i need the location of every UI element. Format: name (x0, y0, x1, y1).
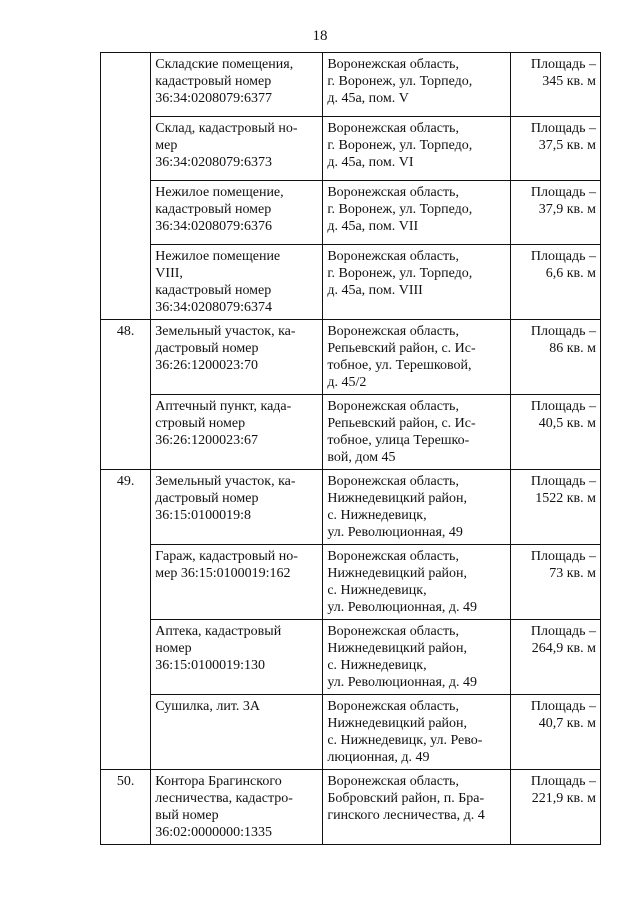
address-cell (323, 695, 511, 770)
row-number-cell: 50. (101, 770, 151, 845)
object-name-cell-line: 36:34:0208079:6376 (155, 219, 272, 234)
object-name-cell-line: VIII, (155, 266, 183, 281)
address-cell-line: д. 45а, пом. VI (327, 155, 414, 170)
address-cell-line: Воронежская область, (327, 399, 459, 414)
object-name-cell-line: 36:26:1200023:67 (155, 433, 258, 448)
address-cell-line: Воронежская область, (327, 774, 459, 789)
area-cell-line: Площадь – (530, 549, 596, 564)
area-cell-line: Площадь – (530, 249, 596, 264)
table-row (101, 320, 601, 395)
object-name-cell-line: Аптека, кадастровый (155, 624, 282, 639)
area-cell (511, 770, 601, 845)
address-cell-line: Репьевский район, с. Ис- (327, 416, 476, 431)
area-cell-line: 221,9 кв. м (531, 791, 596, 806)
address-cell (323, 53, 511, 117)
object-name-cell (151, 53, 323, 117)
object-name-cell-line: Нежилое помещение (155, 249, 281, 264)
address-cell-line: Нижнедевицкий район, (327, 566, 468, 581)
address-cell-line: Воронежская область, (327, 185, 459, 200)
address-cell-line: Бобровский район, п. Бра- (327, 791, 485, 806)
address-cell-line: с. Нижнедевицк, (327, 583, 427, 598)
table-row (101, 181, 601, 245)
address-cell (323, 117, 511, 181)
area-cell-line: 73 кв. м (549, 566, 596, 581)
address-cell-line: ул. Революционная, 49 (327, 525, 463, 540)
object-name-cell-line: вый номер (155, 808, 219, 823)
area-cell-line: Площадь – (530, 624, 596, 639)
table-row (101, 395, 601, 470)
area-cell (511, 620, 601, 695)
row-number-cell (101, 53, 151, 320)
object-name-cell (151, 770, 323, 845)
object-name-cell (151, 181, 323, 245)
address-cell-line: с. Нижнедевицк, ул. Рево- (327, 733, 483, 748)
object-name-cell (151, 695, 323, 770)
address-cell-line: Воронежская область, (327, 699, 459, 714)
address-cell-line: д. 45а, пом. V (327, 91, 409, 106)
area-cell (511, 695, 601, 770)
area-cell-line: 37,5 кв. м (538, 138, 596, 153)
object-name-cell-line: Земельный участок, ка- (155, 324, 296, 339)
object-name-cell-line: дастровый номер (155, 491, 259, 506)
table-row (101, 770, 601, 845)
address-cell-line: тобное, улица Терешко- (327, 433, 470, 448)
object-name-cell (151, 320, 323, 395)
area-cell-line: Площадь – (530, 474, 596, 489)
address-cell (323, 245, 511, 320)
object-name-cell (151, 470, 323, 545)
table-row (101, 117, 601, 181)
object-name-cell-line: лесничества, кадастро- (155, 791, 293, 806)
object-name-cell-line: Складские помещения, (155, 57, 294, 72)
object-name-cell (151, 117, 323, 181)
area-cell-line: 40,7 кв. м (538, 716, 596, 731)
object-name-cell (151, 545, 323, 620)
object-name-cell-line: кадастровый номер (155, 74, 272, 89)
table-row (101, 245, 601, 320)
area-cell-line: 264,9 кв. м (531, 641, 596, 656)
address-cell-line: д. 45а, пом. VII (327, 219, 419, 234)
address-cell-line: Нижнедевицкий район, (327, 491, 468, 506)
address-cell-line: г. Воронеж, ул. Торпедо, (327, 202, 473, 217)
area-cell (511, 53, 601, 117)
address-cell-line: Воронежская область, (327, 474, 459, 489)
object-name-cell-line: Сушилка, лит. 3А (155, 699, 261, 714)
address-cell-line: Воронежская область, (327, 324, 459, 339)
address-cell (323, 620, 511, 695)
area-cell-line: Площадь – (530, 774, 596, 789)
table-row (101, 53, 601, 117)
address-cell-line: вой, дом 45 (327, 450, 396, 465)
object-name-cell-line: 36:34:0208079:6377 (155, 91, 272, 106)
object-name-cell-line: Контора Брагинского (155, 774, 282, 789)
property-table-body (101, 53, 601, 845)
address-cell-line: д. 45а, пом. VIII (327, 283, 423, 298)
object-name-cell-line: Склад, кадастровый но- (155, 121, 298, 136)
area-cell (511, 395, 601, 470)
address-cell-line: Воронежская область, (327, 549, 459, 564)
area-cell (511, 545, 601, 620)
address-cell-line: ул. Революционная, д. 49 (327, 675, 478, 690)
object-name-cell-line: 36:26:1200023:70 (155, 358, 258, 373)
row-number-cell: 48. (101, 320, 151, 470)
object-name-cell-line: мер 36:15:0100019:162 (155, 566, 291, 581)
area-cell (511, 245, 601, 320)
object-name-cell-line: мер (155, 138, 178, 153)
address-cell-line: Воронежская область, (327, 249, 459, 264)
area-cell-line: 1522 кв. м (535, 491, 596, 506)
object-name-cell (151, 245, 323, 320)
address-cell-line: с. Нижнедевицк, (327, 658, 427, 673)
object-name-cell-line: Нежилое помещение, (155, 185, 284, 200)
area-cell-line: 37,9 кв. м (538, 202, 596, 217)
address-cell-line: д. 45/2 (327, 375, 367, 390)
object-name-cell-line: 36:02:0000000:1335 (155, 825, 272, 840)
address-cell-line: Воронежская область, (327, 121, 459, 136)
object-name-cell-line: 36:34:0208079:6374 (155, 300, 272, 315)
address-cell-line: г. Воронеж, ул. Торпедо, (327, 74, 473, 89)
address-cell (323, 470, 511, 545)
object-name-cell-line: кадастровый номер (155, 283, 272, 298)
object-name-cell-line: Земельный участок, ка- (155, 474, 296, 489)
address-cell-line: Нижнедевицкий район, (327, 716, 468, 731)
address-cell-line: ул. Революционная, д. 49 (327, 600, 478, 615)
object-name-cell-line: кадастровый номер (155, 202, 272, 217)
row-number-cell: 49. (101, 470, 151, 770)
object-name-cell-line: Гараж, кадастровый но- (155, 549, 298, 564)
address-cell (323, 181, 511, 245)
area-cell (511, 320, 601, 395)
address-cell (323, 395, 511, 470)
area-cell-line: Площадь – (530, 699, 596, 714)
address-cell-line: гинского лесничества, д. 4 (327, 808, 485, 823)
table-row (101, 620, 601, 695)
area-cell-line: 40,5 кв. м (538, 416, 596, 431)
table-row (101, 545, 601, 620)
area-cell-line: 345 кв. м (542, 74, 596, 89)
address-cell-line: люционная, д. 49 (327, 750, 430, 765)
address-cell-line: Репьевский район, с. Ис- (327, 341, 476, 356)
area-cell (511, 117, 601, 181)
area-cell (511, 470, 601, 545)
address-cell (323, 320, 511, 395)
address-cell-line: г. Воронеж, ул. Торпедо, (327, 138, 473, 153)
address-cell-line: Воронежская область, (327, 624, 459, 639)
address-cell-line: Нижнедевицкий район, (327, 641, 468, 656)
area-cell-line: Площадь – (530, 57, 596, 72)
address-cell-line: тобное, ул. Терешковой, (327, 358, 472, 373)
object-name-cell (151, 395, 323, 470)
address-cell-line: г. Воронеж, ул. Торпедо, (327, 266, 473, 281)
area-cell (511, 181, 601, 245)
object-name-cell-line: 36:15:0100019:8 (155, 508, 251, 523)
address-cell (323, 770, 511, 845)
area-cell-line: Площадь – (530, 324, 596, 339)
object-name-cell-line: номер (155, 641, 192, 656)
object-name-cell-line: 36:15:0100019:130 (155, 658, 265, 673)
page-number: 18 (312, 28, 328, 44)
table-row (101, 695, 601, 770)
address-cell-line: Воронежская область, (327, 57, 459, 72)
area-cell-line: Площадь – (530, 121, 596, 136)
address-cell (323, 545, 511, 620)
object-name-cell-line: 36:34:0208079:6373 (155, 155, 272, 170)
table-row (101, 470, 601, 545)
area-cell-line: 6,6 кв. м (545, 266, 596, 281)
object-name-cell-line: дастровый номер (155, 341, 259, 356)
object-name-cell (151, 620, 323, 695)
area-cell-line: Площадь – (530, 399, 596, 414)
object-name-cell-line: Аптечный пункт, када- (155, 399, 292, 414)
object-name-cell-line: стровый номер (155, 416, 246, 431)
area-cell-line: Площадь – (530, 185, 596, 200)
address-cell-line: с. Нижнедевицк, (327, 508, 427, 523)
area-cell-line: 86 кв. м (549, 341, 596, 356)
property-table (100, 52, 601, 845)
